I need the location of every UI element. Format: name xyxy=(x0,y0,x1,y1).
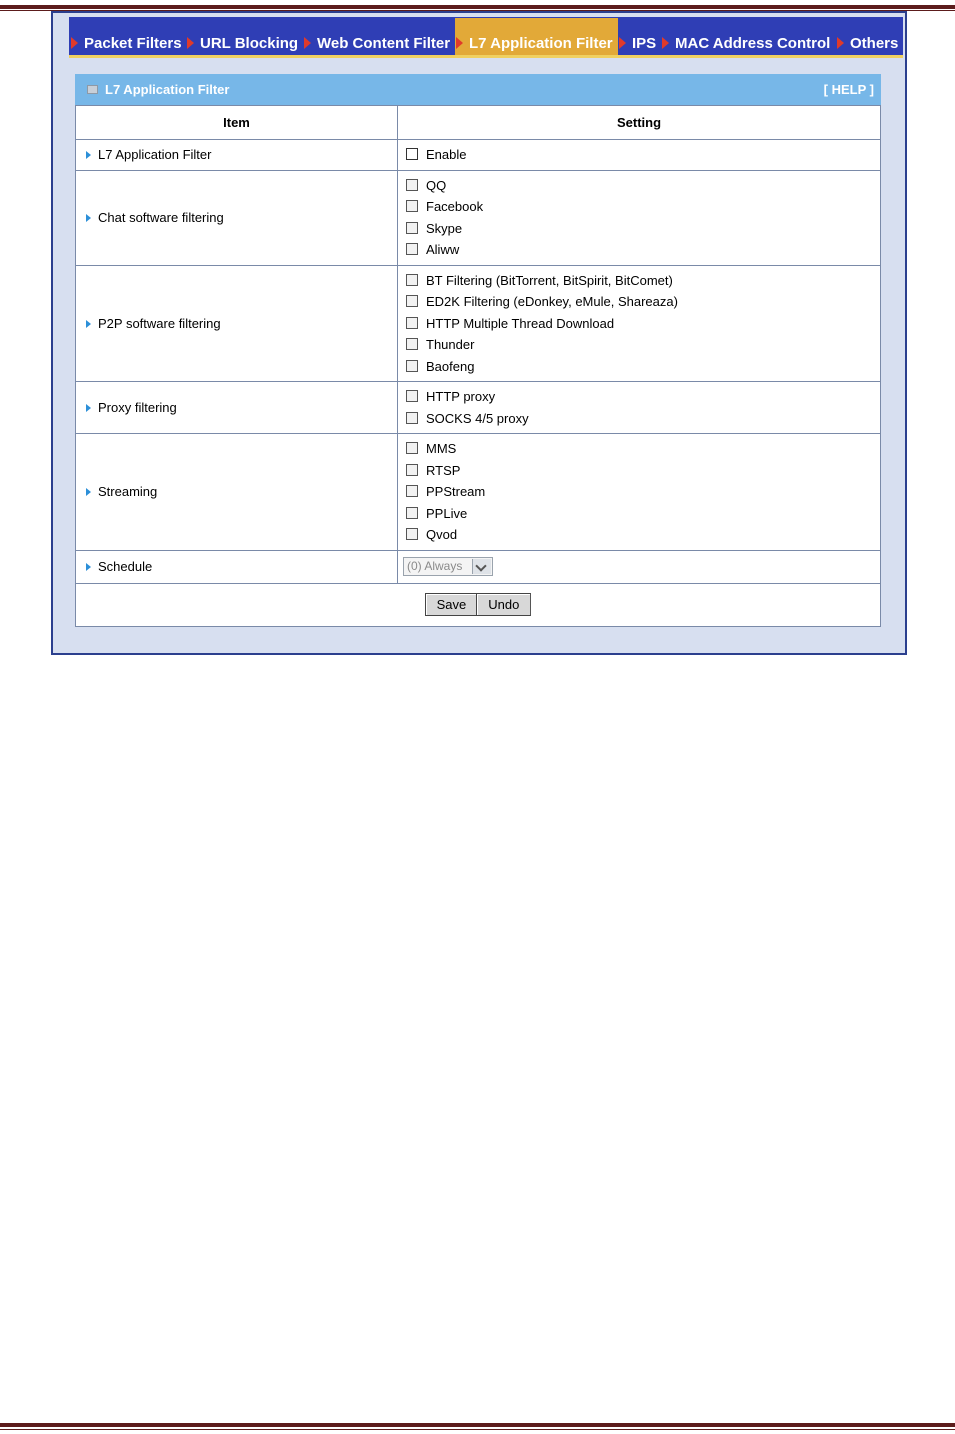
tab-arrow-icon xyxy=(619,37,626,49)
option-baofeng: Baofeng xyxy=(406,356,880,378)
option-qvod: Qvod xyxy=(406,524,880,546)
tab-url-blocking[interactable] xyxy=(187,34,298,54)
ppstream-checkbox[interactable] xyxy=(406,485,418,497)
tab-label: Packet Filters xyxy=(84,35,182,52)
option-skype: Skype xyxy=(406,218,880,240)
chevron-down-icon xyxy=(472,559,491,574)
table-row xyxy=(76,140,881,171)
option-rtsp: RTSP xyxy=(406,460,880,482)
bullet-arrow-icon xyxy=(86,488,91,496)
http-proxy-checkbox[interactable] xyxy=(406,390,418,402)
socks-proxy-checkbox[interactable] xyxy=(406,412,418,424)
row-label-schedule: Schedule xyxy=(76,559,397,574)
tab-bar xyxy=(69,17,903,58)
undo-button[interactable]: Undo xyxy=(476,593,531,616)
table-row xyxy=(76,382,881,434)
panel-title-bar xyxy=(75,74,881,105)
tab-arrow-icon xyxy=(456,37,463,49)
bullet-arrow-icon xyxy=(86,320,91,328)
panel-title: L7 Application Filter xyxy=(105,82,230,97)
tab-label: URL Blocking xyxy=(200,35,299,52)
tab-ips[interactable] xyxy=(619,34,656,54)
tab-label: L7 Application Filter xyxy=(469,35,613,52)
http-multithread-checkbox[interactable] xyxy=(406,317,418,329)
qq-checkbox[interactable] xyxy=(406,179,418,191)
tab-label: MAC Address Control xyxy=(675,35,831,52)
option-pplive: PPLive xyxy=(406,503,880,525)
tab-l7-application-filter[interactable] xyxy=(456,34,613,54)
qvod-checkbox[interactable] xyxy=(406,528,418,540)
row-label-proxy: Proxy filtering xyxy=(76,400,397,415)
tab-packet-filters[interactable] xyxy=(71,34,182,54)
table-row xyxy=(76,170,881,265)
row-label-chat: Chat software filtering xyxy=(76,210,397,225)
tab-label: Others xyxy=(850,35,899,52)
bullet-arrow-icon xyxy=(86,404,91,412)
table-row xyxy=(76,550,881,583)
table-row xyxy=(76,434,881,551)
column-header-item: Item xyxy=(76,106,398,140)
option-facebook: Facebook xyxy=(406,196,880,218)
footer-rule-thin xyxy=(0,1429,955,1430)
tab-mac-address-control[interactable] xyxy=(662,34,830,54)
tab-others[interactable] xyxy=(837,34,898,54)
footer-rule xyxy=(0,1423,955,1427)
option-aliww: Aliww xyxy=(406,239,880,261)
settings-table xyxy=(75,105,881,627)
option-socks-proxy: SOCKS 4/5 proxy xyxy=(406,408,880,430)
option-bt-filtering: BT Filtering (BitTorrent, BitSpirit, BitComet) xyxy=(406,270,880,292)
option-http-proxy: HTTP proxy xyxy=(406,386,880,408)
table-row xyxy=(76,265,881,382)
tab-web-content-filter[interactable] xyxy=(304,34,450,54)
row-label-l7-filter: L7 Application Filter xyxy=(76,147,397,162)
option-mms: MMS xyxy=(406,438,880,460)
tab-label: IPS xyxy=(632,35,657,52)
save-button[interactable]: Save xyxy=(425,593,479,616)
panel-icon xyxy=(87,85,98,94)
router-config-frame xyxy=(51,11,907,655)
option-http-multithread: HTTP Multiple Thread Download xyxy=(406,313,880,335)
bullet-arrow-icon xyxy=(86,151,91,159)
header-rule xyxy=(0,5,955,9)
schedule-select[interactable] xyxy=(403,557,493,576)
bullet-arrow-icon xyxy=(86,563,91,571)
tab-arrow-icon xyxy=(187,37,194,49)
baofeng-checkbox[interactable] xyxy=(406,360,418,372)
mms-checkbox[interactable] xyxy=(406,442,418,454)
tab-arrow-icon xyxy=(662,37,669,49)
bullet-arrow-icon xyxy=(86,214,91,222)
option-qq: QQ xyxy=(406,175,880,197)
rtsp-checkbox[interactable] xyxy=(406,464,418,476)
row-label-p2p: P2P software filtering xyxy=(76,316,397,331)
help-link[interactable]: [ HELP ] xyxy=(823,82,874,97)
option-thunder: Thunder xyxy=(406,334,880,356)
column-header-setting: Setting xyxy=(398,106,881,140)
thunder-checkbox[interactable] xyxy=(406,338,418,350)
tab-arrow-icon xyxy=(71,37,78,49)
option-ppstream: PPStream xyxy=(406,481,880,503)
schedule-value: (0) Always xyxy=(407,559,463,573)
facebook-checkbox[interactable] xyxy=(406,200,418,212)
tab-arrow-icon xyxy=(837,37,844,49)
aliww-checkbox[interactable] xyxy=(406,243,418,255)
enable-checkbox[interactable] xyxy=(406,148,418,160)
option-enable: Enable xyxy=(406,144,880,166)
button-row xyxy=(76,583,881,626)
bt-filtering-checkbox[interactable] xyxy=(406,274,418,286)
skype-checkbox[interactable] xyxy=(406,222,418,234)
tab-arrow-icon xyxy=(304,37,311,49)
pplive-checkbox[interactable] xyxy=(406,507,418,519)
option-ed2k-filtering: ED2K Filtering (eDonkey, eMule, Shareaza) xyxy=(406,291,880,313)
row-label-streaming: Streaming xyxy=(76,484,397,499)
tab-label: Web Content Filter xyxy=(317,35,451,52)
ed2k-filtering-checkbox[interactable] xyxy=(406,295,418,307)
